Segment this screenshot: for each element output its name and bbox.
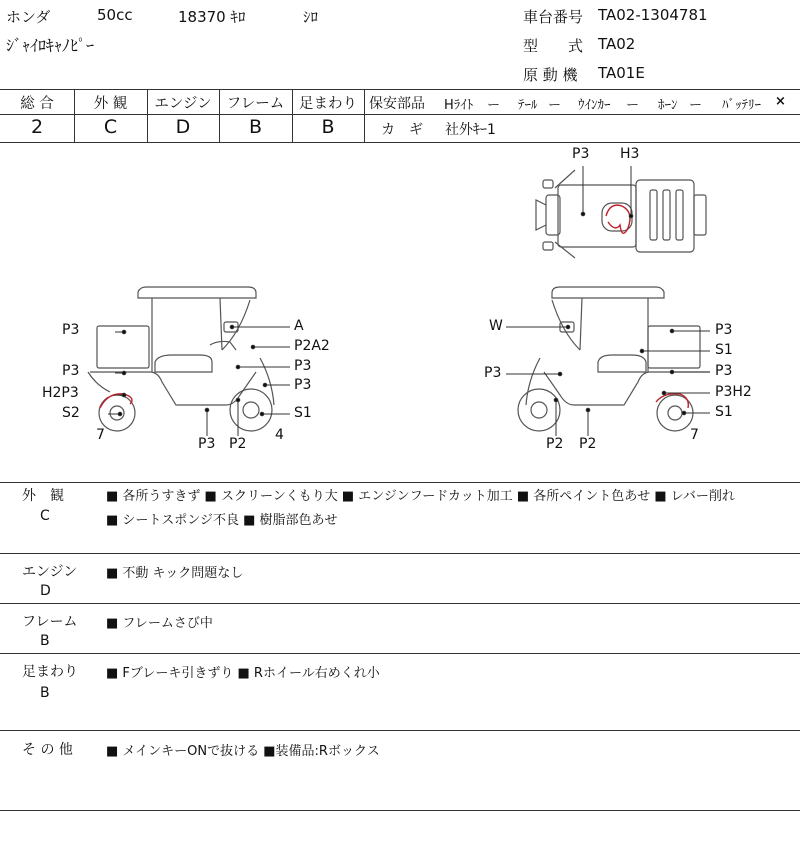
- remark-grade: B: [40, 685, 50, 701]
- diagram-label: S1: [715, 342, 733, 358]
- remark-line: ■ メインキーONで抜ける ■装備品:Rボックス: [106, 744, 380, 759]
- grade-frame-label: フレーム: [226, 96, 285, 112]
- divider: [0, 810, 800, 811]
- diagram-label: 7: [96, 427, 105, 443]
- diagram-label: P3: [715, 322, 733, 338]
- diagram-label: S1: [715, 404, 733, 420]
- remark-line: ■ Fブレーキ引きずり ■ Rホイール右めくれ小: [106, 666, 380, 681]
- diagram-label: P3: [572, 146, 590, 162]
- grade-frame-value: B: [248, 116, 263, 138]
- remark-label: 足まわり: [22, 664, 78, 680]
- remark-line: ■ 不動 キック問題なし: [106, 566, 244, 581]
- model-name: ｼﾞｬｲﾛｷｬﾉﾋﾟｰ: [6, 36, 95, 55]
- diagram-label: P2: [229, 436, 247, 452]
- right-side-scooter: [518, 287, 710, 431]
- diagram-label: H3: [620, 146, 640, 162]
- remark-grade: D: [40, 583, 51, 599]
- remark-line: ■ フレームさび中: [106, 616, 213, 631]
- diagram-label: 4: [275, 427, 284, 443]
- remark-grade: C: [40, 508, 50, 524]
- engine-label: 原 動 機: [523, 66, 578, 84]
- color: ｼﾛ: [303, 8, 319, 26]
- grade-exterior-value: C: [103, 116, 118, 138]
- diagram-label: P3: [715, 363, 733, 379]
- safety-label: 保安部品: [369, 96, 425, 112]
- diagram-label: S1: [294, 405, 312, 421]
- grade-exterior-label: 外 観: [93, 96, 128, 112]
- grade-overall-label: 総 合: [20, 96, 54, 112]
- remark-label: エンジン: [22, 564, 78, 580]
- safety-headlight-mark: ー: [487, 98, 501, 113]
- safety-winker-mark: ー: [626, 98, 640, 113]
- displacement: 50cc: [97, 6, 133, 24]
- safety-battery-mark: ×: [775, 94, 786, 109]
- left-side-scooter: [88, 287, 274, 431]
- grade-engine-value: D: [175, 116, 191, 138]
- diagram-label: P3: [294, 358, 312, 374]
- grade-suspension-label: 足まわり: [299, 96, 357, 112]
- grade-engine-label: エンジン: [154, 96, 212, 112]
- diagram-label: P3: [62, 363, 80, 379]
- remark-grade: B: [40, 633, 50, 649]
- diagram-label: P2: [579, 436, 597, 452]
- diagram-label: W: [489, 318, 503, 334]
- remark-line: ■ シートスポンジ不良 ■ 樹脂部色あせ: [106, 513, 338, 528]
- divider: [0, 653, 800, 654]
- remark-label: 外 観: [22, 488, 64, 504]
- diagram-label: P2A2: [294, 338, 330, 354]
- engine-value: TA01E: [598, 64, 645, 82]
- type-value: TA02: [598, 35, 636, 53]
- safety-tail: ﾃｰﾙ: [518, 98, 538, 113]
- diagram-label: S2: [62, 405, 80, 421]
- safety-tail-mark: ー: [548, 98, 562, 113]
- type-label: 型 式: [523, 37, 584, 55]
- safety-headlight: Hﾗｲﾄ: [444, 98, 474, 113]
- chassis-label: 車台番号: [523, 8, 584, 26]
- diagram-label: P3: [198, 436, 216, 452]
- safety-battery: ﾊﾞｯﾃﾘｰ: [722, 98, 761, 113]
- diagram-label: A: [294, 318, 304, 334]
- key-label: カ ギ: [381, 122, 423, 138]
- remark-label: そ の 他: [22, 742, 73, 758]
- divider: [0, 114, 800, 115]
- diagram-label: P3: [484, 365, 502, 381]
- top-view-scooter: [536, 170, 706, 258]
- divider: [0, 89, 800, 90]
- damage-diagram: [0, 142, 800, 482]
- divider: [0, 553, 800, 554]
- grade-overall-value: 2: [30, 116, 44, 138]
- damage-mark-top: [606, 205, 630, 233]
- divider: [0, 603, 800, 604]
- safety-horn: ﾎｰﾝ: [658, 98, 678, 113]
- safety-winker: ｳｲﾝｶｰ: [578, 98, 611, 113]
- remark-line: ■ 各所うすきず ■ スクリーンくもり大 ■ エンジンフードカット加工 ■ 各所ペイント色あせ ■ レバー削れ: [106, 489, 735, 504]
- divider: [0, 730, 800, 731]
- remark-label: フレーム: [22, 614, 78, 630]
- chassis-value: TA02-1304781: [598, 6, 708, 24]
- diagram-label: P3: [294, 377, 312, 393]
- safety-horn-mark: ー: [689, 98, 703, 113]
- diagram-label: 7: [690, 427, 699, 443]
- diagram-label: H2P3: [42, 385, 79, 401]
- grade-suspension-value: B: [321, 116, 335, 138]
- key-value: 社外ｷｰ1: [445, 122, 496, 138]
- diagram-label: P3H2: [715, 384, 752, 400]
- divider: [0, 482, 800, 483]
- maker: ホンダ: [6, 8, 51, 26]
- divider: [364, 89, 365, 142]
- diagram-label: P2: [546, 436, 564, 452]
- mileage: 18370 ｷﾛ: [178, 8, 246, 26]
- diagram-label: P3: [62, 322, 80, 338]
